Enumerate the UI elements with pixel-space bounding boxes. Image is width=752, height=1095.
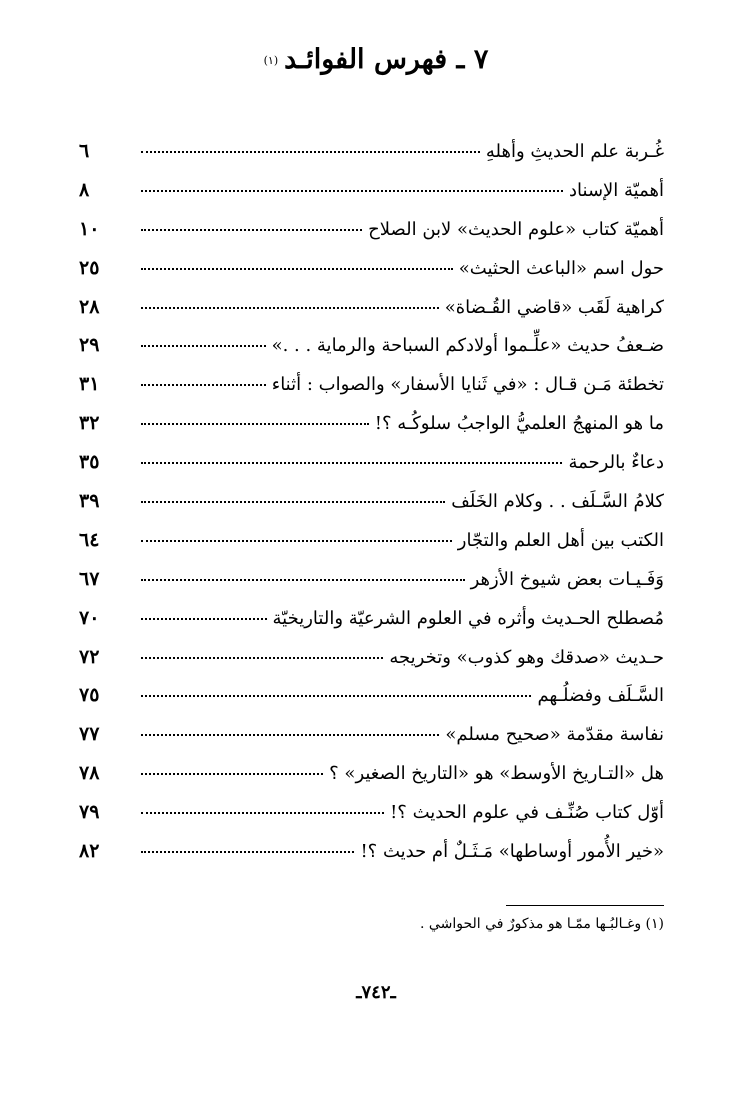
entry-title: ضـعفُ حديث «علِّـموا أولادكم السباحة والرماية . . .» — [271, 335, 664, 357]
entry-page-number: ٧٧ — [79, 723, 100, 746]
index-entry — [79, 801, 664, 840]
entry-title: كراهية لَقَب «قاضي القُـضاة» — [444, 296, 664, 318]
entry-page-number: ٦٤ — [79, 528, 100, 551]
entry-title: «خير الأُمور أوساطها» مَـثَـلٌ أم حديث ؟! — [360, 841, 664, 863]
index-entry — [79, 723, 664, 762]
entry-page-number: ٧٨ — [79, 762, 100, 785]
index-list — [79, 140, 664, 879]
index-entry — [79, 529, 664, 568]
dot-leader — [141, 540, 452, 542]
page-number: ـ٧٤٢ـ — [356, 982, 396, 1003]
footnote-divider — [506, 905, 664, 906]
entry-page-number: ٦ — [79, 140, 90, 162]
index-entry — [79, 840, 664, 879]
entry-title: كلامُ السَّـلَف . . وكلام الخَلَف — [451, 491, 664, 513]
entry-page-number: ٨٢ — [79, 840, 100, 863]
index-entry — [79, 762, 664, 801]
entry-title: نفاسة مقدّمة «صحيح مسلم» — [445, 724, 664, 746]
dot-leader — [141, 307, 439, 309]
entry-title: أهميّة الإسناد — [569, 179, 664, 201]
index-entry — [79, 607, 664, 646]
entry-page-number: ٨ — [79, 178, 90, 201]
footnote: (١) وغـالبُـها ممّـا هو مذكورٌ في الحواشي . — [420, 916, 664, 932]
index-entry — [79, 296, 664, 335]
index-entry — [79, 140, 664, 179]
index-entry — [79, 451, 664, 490]
index-entry — [79, 684, 664, 723]
entry-title: الكتب بين أهل العلم والتجّار — [457, 529, 664, 551]
dot-leader — [141, 851, 354, 853]
footnote-marker: (١) — [263, 53, 279, 67]
index-entry — [79, 257, 664, 296]
dot-leader — [141, 579, 465, 581]
entry-title: غُـربة علم الحديثِ وأهلهِ — [485, 141, 664, 162]
entry-page-number: ٢٩ — [79, 334, 100, 357]
entry-page-number: ٣٢ — [79, 412, 100, 435]
entry-page-number: ٧٠ — [79, 606, 100, 629]
dot-leader — [141, 384, 266, 386]
entry-page-number: ٣١ — [79, 373, 100, 396]
title-text: ٧ ـ فهرس الفوائـد — [284, 44, 489, 75]
dot-leader — [141, 345, 266, 347]
entry-title: هل «التـاريخ الأوسط» هو «التاريخ الصغير» ؟ — [329, 763, 664, 785]
index-entry — [79, 218, 664, 257]
dot-leader — [141, 657, 383, 659]
entry-page-number: ٧٥ — [79, 684, 100, 707]
dot-leader — [141, 618, 267, 620]
dot-leader — [141, 190, 563, 192]
entry-title: أهميّة كتاب «علوم الحديث» لابن الصلاح — [368, 218, 664, 240]
index-entry — [79, 334, 664, 373]
entry-title: أوّل كتاب صُنِّـف في علوم الحديث ؟! — [390, 802, 664, 824]
page-title — [0, 40, 752, 81]
entry-title: دعاءٌ بالرحمة — [568, 452, 664, 474]
entry-page-number: ٧٢ — [79, 645, 100, 668]
index-entry — [79, 373, 664, 412]
entry-title: تخطئة مَـن قـال : «في ثَنايا الأسفار» والصواب : أثناء — [271, 374, 664, 396]
index-entry — [79, 568, 664, 607]
dot-leader — [141, 151, 480, 153]
entry-page-number: ٧٩ — [79, 801, 100, 824]
entry-page-number: ٢٨ — [79, 295, 100, 318]
entry-page-number: ٣٥ — [79, 451, 100, 474]
entry-page-number: ١٠ — [79, 217, 100, 240]
entry-title: وَفَـيـات بعض شيوخ الأزهر — [470, 568, 664, 590]
dot-leader — [141, 268, 453, 270]
dot-leader — [141, 229, 362, 231]
entry-title: السَّـلَف وفضلُـهم — [537, 685, 664, 707]
entry-title: ما هو المنهجُ العلميُّ الواجبُ سلوكُـه ؟! — [374, 413, 664, 435]
dot-leader — [141, 812, 384, 814]
index-entry — [79, 179, 664, 218]
entry-title: مُصطلح الحـديث وأثره في العلوم الشرعيّة والتاريخيّة — [272, 607, 664, 629]
dot-leader — [141, 423, 369, 425]
entry-title: حـديث «صدقك وهو كذوب» وتخريجه — [389, 646, 664, 668]
dot-leader — [141, 462, 562, 464]
index-entry — [79, 646, 664, 685]
entry-page-number: ٦٧ — [79, 567, 100, 590]
entry-page-number: ٢٥ — [79, 256, 100, 279]
index-entry — [79, 412, 664, 451]
dot-leader — [141, 773, 323, 775]
entry-title: حول اسم «الباعث الحثيث» — [458, 257, 664, 279]
dot-leader — [141, 695, 531, 697]
dot-leader — [141, 501, 445, 503]
index-entry — [79, 490, 664, 529]
dot-leader — [141, 734, 439, 736]
entry-page-number: ٣٩ — [79, 490, 100, 513]
